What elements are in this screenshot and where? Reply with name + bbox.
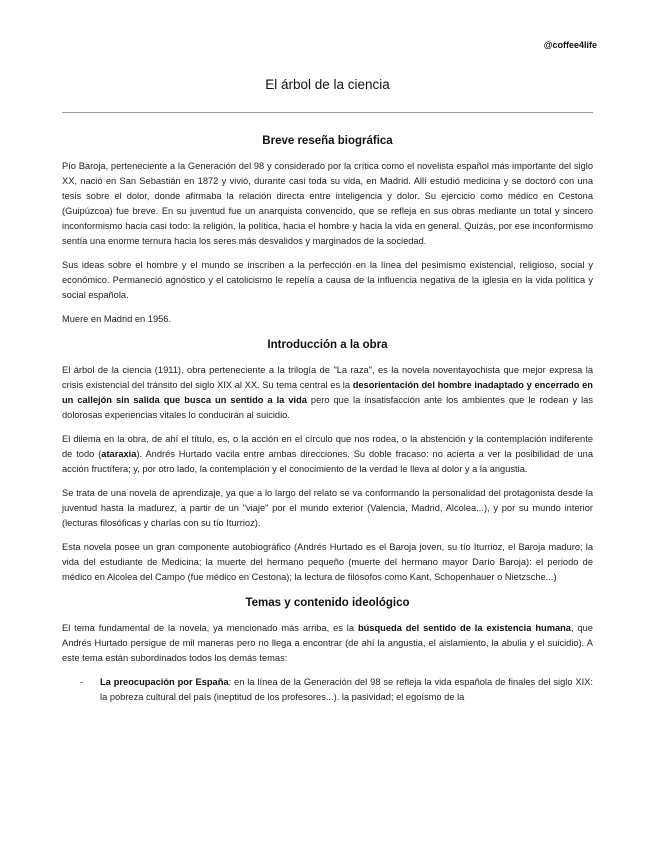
intro-paragraph-1 xyxy=(62,363,593,423)
themes-p1-bold: búsqueda del sentido de la existencia humana xyxy=(357,623,571,633)
intro-p2-bold: ataraxia xyxy=(101,449,137,459)
intro-paragraph-4: Esta novela posee un gran componente autobiográfico (Andrés Hurtado es el Baroja joven, su tío Iturrioz, el Baroja maduro; la vida del estudiante de Medicina; la muerte del hermano pequeño (muerte del hermano mayor Darío Baroja): el periodo de médico en Alcolea del Campo (fue médico en Cestona); la lectura de filósofos como Kant, Schopenhauer o Nietzsche...) xyxy=(62,542,593,582)
list-bullet-dash: - xyxy=(80,677,84,687)
title-divider xyxy=(62,112,593,113)
section-heading-themes: Temas y contenido ideológico xyxy=(245,597,410,609)
intro-paragraph-3: Se trata de una novela de aprendizaje, ya que a lo largo del relato se va conformando la personalidad del protagonista desde la juventud hasta la madurez, a partir de un "viaje" por el mundo exterior (Valencia, Madrid, Alcolea...), y por su mundo interior (lecturas filosóficas y charlas con su tío Iturrioz). xyxy=(62,488,593,528)
document-body xyxy=(62,133,593,705)
themes-p1-text-a: El tema fundamental de la novela, ya mencionado más arriba, es la xyxy=(62,623,358,633)
bio-paragraph-1: Pío Baroja, perteneciente a la Generación del 98 y considerado por la crítica como el novelista español más importante del siglo XX, nació en San Sebastián en 1872 y vivió, durante casi toda su vida, en Madrid. Allí estudió medicina y se doctoró con una tesis sobre el dolor, donde afirmaba la relación directa entre inteligencia y dolor. Su ejercicio como médico en Cestona (Guipúzcoa) fue breve. En su juventud fue un anarquista convencido, que se refleja en sus obras mediante un total y sincero inconformismo hacia casi todo: la religión, la política, hacia el hombre y hacia la vida en general. Quizás, por ese inconformismo sentía una enorme ternura hacia los seres más desvalidos y marginados de la sociedad. xyxy=(62,161,593,246)
intro-paragraph-2 xyxy=(62,432,593,477)
intro-p2-text-b: ). Andrés Hurtado vacila entre ambas direcciones. Su doble fracaso: no acierta a ver la posibilidad de una acción fructífera; y, por otro lado, la contemplación y el conocimiento de la verdad le lleva al dolor y a la angustia. xyxy=(62,449,593,474)
section-heading-intro: Introducción a la obra xyxy=(267,339,388,351)
intro-p1-bold: desorientación del hombre inadaptado y encerrado en un callejón sin salida que busca un sentido a la vida xyxy=(62,380,593,405)
list-item-text: : en la línea de la Generación del 98 se refleja la vida española de finales del siglo XIX: la pobreza cultural del país (ineptitud de los profesores...). la pasividad; el egoísmo de la xyxy=(100,677,593,702)
section-heading-bio: Breve reseña biográfica xyxy=(262,135,393,147)
list-item-bold: La preocupación por España xyxy=(100,677,229,687)
document-title: El árbol de la ciencia xyxy=(265,77,390,92)
author-tag: @coffee4life xyxy=(543,40,597,50)
themes-list xyxy=(62,675,593,705)
themes-paragraph-1 xyxy=(62,621,593,666)
themes-p1-text-b: , que Andrés Hurtado persigue de mil maneras pero no llega a encontrar (de ahí la angustia, el aislamiento, la abulia y el suicidio). A este tema están subordinados todos los demás temas: xyxy=(62,623,593,663)
list-item xyxy=(62,675,593,705)
bio-paragraph-3: Muere en Madrid en 1956. xyxy=(62,314,172,324)
bio-paragraph-2: Sus ideas sobre el hombre y el mundo se inscriben a la perfección en la línea del pesimismo existencial, religioso, social y económico. Permaneció agnóstico y el catolicismo le repelía a causa de la influencia negativa de la iglesia en la vida política y social española. xyxy=(62,260,593,300)
intro-p2-text-a: El dilema en la obra, de ahí el título, es, o la acción en el círculo que nos rodea, o la abstención y la contemplación indiferente de todo ( xyxy=(62,434,593,459)
intro-p1-text-a: El árbol de la ciencia (1911), obra perteneciente a la trilogía de "La raza", es la novela noventayochista que mejor expresa la crisis existencial del tránsito del siglo XIX al XX. Su tema central es la xyxy=(62,365,593,390)
intro-p1-text-b: pero que la insatisfacción ante los ambientes que le rodean y las dolorosas experiencias vitales lo conducirán al suicidio. xyxy=(62,395,593,420)
